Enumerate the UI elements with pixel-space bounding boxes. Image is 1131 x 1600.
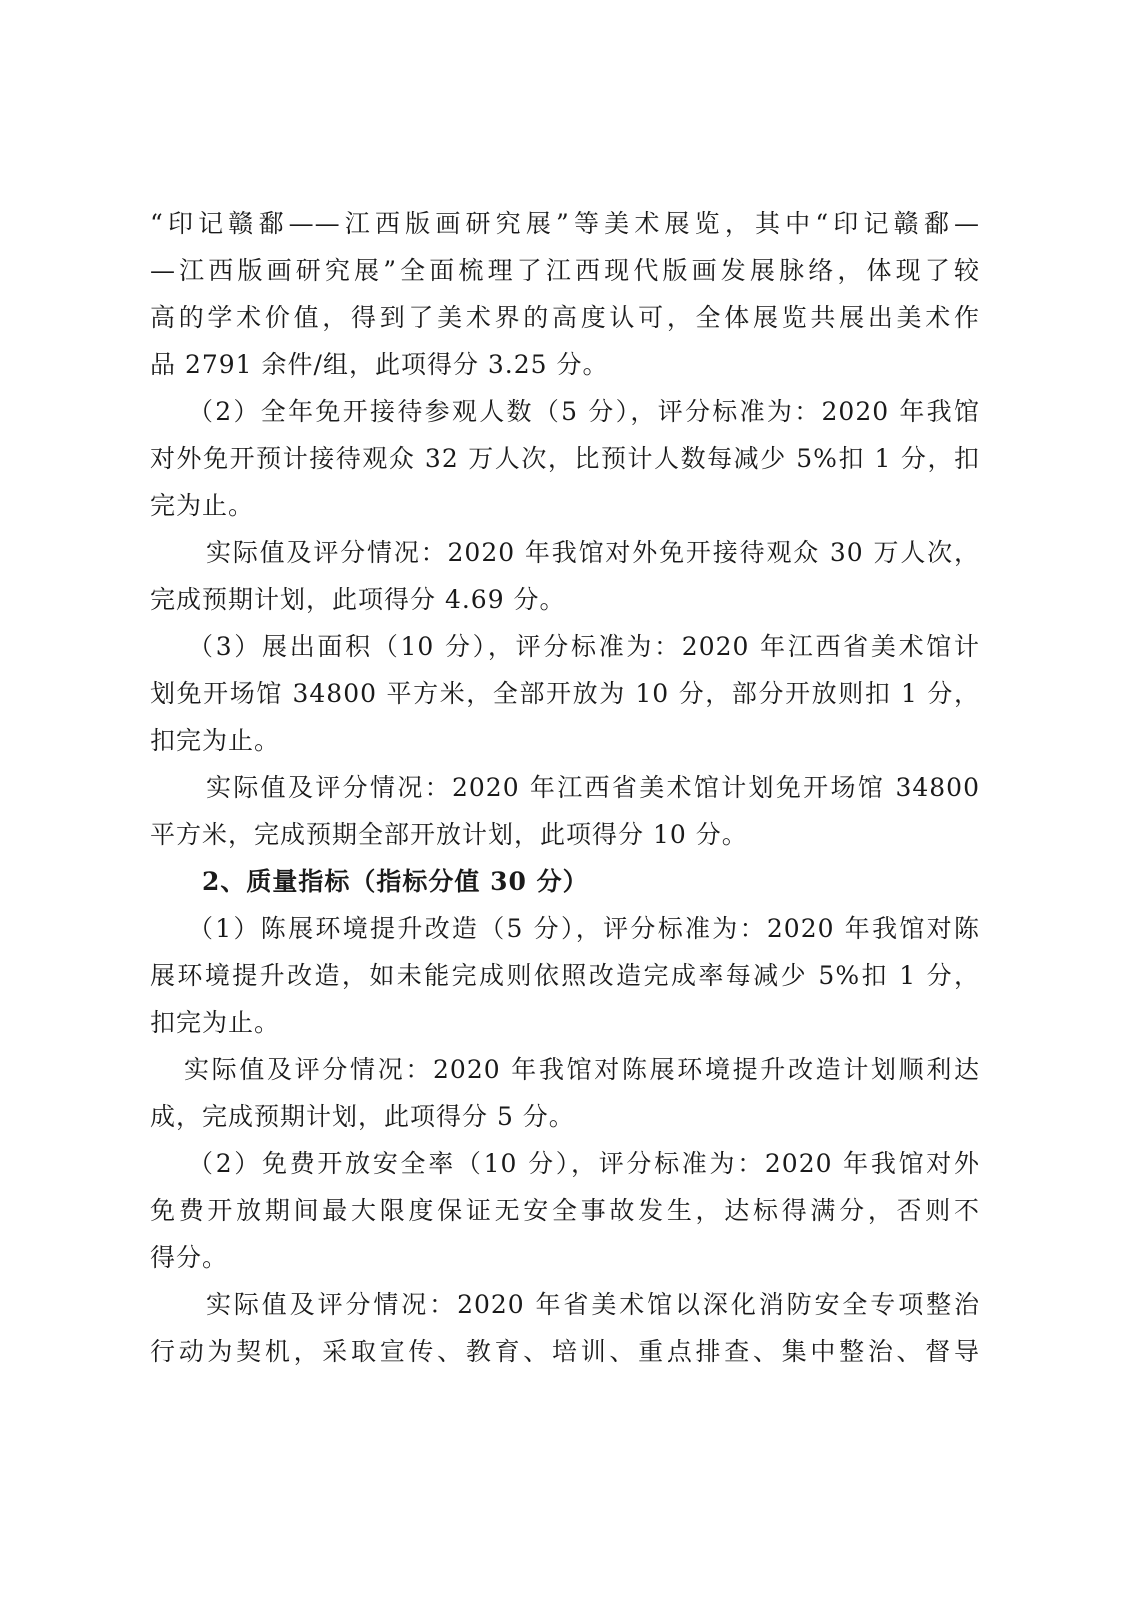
text-line: “印记赣鄱——江西版画研究展”等美术展览，其中“印记赣鄱— (150, 209, 980, 238)
document-body (150, 200, 980, 1375)
text-line: 扣完为止。 (150, 726, 281, 755)
paragraph-exhibitions (150, 200, 980, 388)
text-line: （3）展出面积（10 分），评分标准为：2020 年江西省美术馆计 (188, 632, 980, 661)
text-line: 实际值及评分情况：2020 年江西省美术馆计划免开场馆 34800 (206, 773, 980, 802)
paragraph-visitor-count-criteria (150, 388, 980, 529)
text-line: （1）陈展环境提升改造（5 分），评分标准为：2020 年我馆对陈 (188, 914, 980, 943)
text-line: —江西版画研究展”全面梳理了江西现代版画发展脉络，体现了较 (150, 256, 980, 285)
heading-text: 2、质量指标（指标分值 30 分） (202, 867, 589, 896)
text-line: 得分。 (150, 1243, 229, 1272)
paragraph-exhibition-area-criteria (150, 623, 980, 764)
text-line: 完成预期计划，此项得分 4.69 分。 (150, 585, 566, 614)
text-line: 实际值及评分情况：2020 年我馆对外免开接待观众 30 万人次， (206, 538, 980, 567)
text-line: 划免开场馆 34800 平方米，全部开放为 10 分，部分开放则扣 1 分， (150, 679, 980, 708)
text-line: 对外免开预计接待观众 32 万人次，比预计人数每减少 5%扣 1 分，扣 (150, 444, 980, 473)
paragraph-safety-result (150, 1281, 980, 1375)
text-line: 完为止。 (150, 491, 255, 520)
text-line: 展环境提升改造，如未能完成则依照改造完成率每减少 5%扣 1 分， (150, 961, 980, 990)
paragraph-renovation-criteria (150, 905, 980, 1046)
paragraph-exhibition-area-result (150, 764, 980, 858)
text-line: 品 2791 余件/组，此项得分 3.25 分。 (150, 350, 609, 379)
text-line: 免费开放期间最大限度保证无安全事故发生，达标得满分，否则不 (150, 1196, 980, 1225)
text-line: （2）免费开放安全率（10 分），评分标准为：2020 年我馆对外 (188, 1149, 980, 1178)
text-line: 实际值及评分情况：2020 年我馆对陈展环境提升改造计划顺利达 (184, 1055, 980, 1084)
section-heading-quality-indicators (150, 858, 980, 905)
paragraph-visitor-count-result (150, 529, 980, 623)
text-line: 成，完成预期计划，此项得分 5 分。 (150, 1102, 575, 1131)
paragraph-safety-criteria (150, 1140, 980, 1281)
text-line: 扣完为止。 (150, 1008, 281, 1037)
text-line: 实际值及评分情况：2020 年省美术馆以深化消防安全专项整治 (206, 1290, 980, 1319)
text-line: 行动为契机，采取宣传、教育、培训、重点排查、集中整治、督导 (150, 1337, 980, 1366)
text-line: 高的学术价值，得到了美术界的高度认可，全体展览共展出美术作 (150, 303, 980, 332)
text-line: 平方米，完成预期全部开放计划，此项得分 10 分。 (150, 820, 748, 849)
paragraph-renovation-result (150, 1046, 980, 1140)
text-line: （2）全年免开接待参观人数（5 分），评分标准为：2020 年我馆 (188, 397, 980, 426)
